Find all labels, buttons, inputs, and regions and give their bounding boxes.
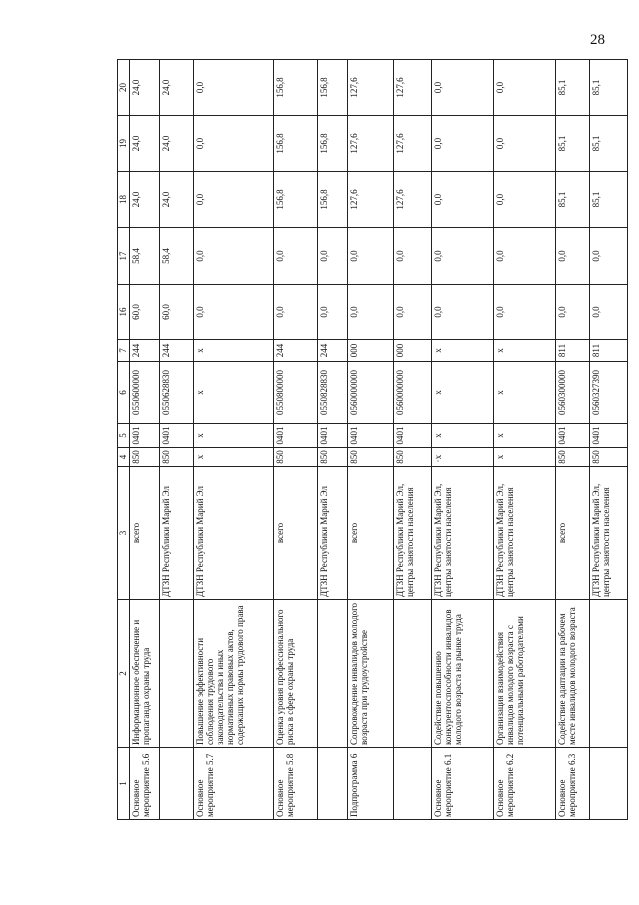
table-cell: 58,4: [130, 228, 160, 285]
table-cell: 0,0: [274, 285, 318, 340]
table-cell: [318, 748, 348, 820]
table-cell: 156,8: [318, 60, 348, 116]
table-cell: Основное мероприятие 6.2: [494, 748, 556, 820]
table-cell: 58,4: [160, 228, 194, 285]
table-cell: x: [194, 340, 274, 362]
table-cell: 0,0: [432, 116, 494, 172]
table-cell: 0,0: [194, 228, 274, 285]
table-header-row: [118, 60, 130, 820]
table-cell: [394, 600, 432, 748]
table-cell: 156,8: [274, 116, 318, 172]
table-cell: 850: [590, 448, 628, 467]
table-row: [432, 60, 494, 820]
column-header: 20: [118, 60, 130, 116]
table-cell: 0,0: [432, 228, 494, 285]
table-cell: 0401: [556, 424, 590, 448]
table-row: [130, 60, 160, 820]
table-row: [394, 60, 432, 820]
table-cell: 0,0: [194, 285, 274, 340]
table-cell: ДТЗН Республики Марий Эл: [160, 467, 194, 600]
table-cell: 850: [318, 448, 348, 467]
table-cell: 0,0: [274, 228, 318, 285]
table-cell: 127,6: [348, 60, 394, 116]
table-cell: 24,0: [130, 60, 160, 116]
table-cell: 0,0: [348, 285, 394, 340]
table-cell: 0560300000: [556, 362, 590, 424]
table-cell: 0,0: [494, 172, 556, 228]
table-cell: 244: [130, 340, 160, 362]
column-header: 6: [118, 362, 130, 424]
table-cell: 156,8: [274, 172, 318, 228]
table-cell: 24,0: [160, 60, 194, 116]
table-cell: всего: [130, 467, 160, 600]
table-cell: Сопровождение инвалидов молодого возраста при трудоустройстве: [348, 600, 394, 748]
table-cell: 0,0: [348, 228, 394, 285]
table-cell: Оценка уровня профессионального риска в сфере охраны труда: [274, 600, 318, 748]
table-cell: 0,0: [318, 285, 348, 340]
rotated-table-wrapper: [117, 60, 612, 820]
table-cell: 0401: [590, 424, 628, 448]
table-cell: 0,0: [432, 60, 494, 116]
table-body: [130, 60, 628, 820]
table-cell: 24,0: [160, 116, 194, 172]
table-cell: 156,8: [318, 172, 348, 228]
table-cell: 0,0: [394, 285, 432, 340]
table-cell: 811: [556, 340, 590, 362]
table-cell: x: [194, 424, 274, 448]
table-cell: [160, 600, 194, 748]
column-header: 7: [118, 340, 130, 362]
table-row: [194, 60, 274, 820]
column-header: 4: [118, 448, 130, 467]
table-cell: 0,0: [556, 228, 590, 285]
table-cell: Организация взаимодействия инвалидов молодого возраста с потенциальными работодателями: [494, 600, 556, 748]
table-cell: 0,0: [494, 116, 556, 172]
column-header: 3: [118, 467, 130, 600]
page-number: 28: [590, 32, 605, 48]
table-cell: 0,0: [494, 285, 556, 340]
table-cell: [590, 748, 628, 820]
table-cell: 244: [274, 340, 318, 362]
table-cell: x: [494, 362, 556, 424]
column-header: 5: [118, 424, 130, 448]
table-cell: x: [432, 340, 494, 362]
table-cell: Содействие повышению конкурентоспособности инвалидов молодого возраста на рынке труда: [432, 600, 494, 748]
table-cell: 85,1: [556, 116, 590, 172]
table-cell: Повышение эффективности соблюдения трудового законодательства и иных нормативных правовых актов, содержащих нормы трудового права: [194, 600, 274, 748]
table-cell: 0,0: [194, 60, 274, 116]
table-cell: 0401: [318, 424, 348, 448]
table-cell: Основное мероприятие 6.3: [556, 748, 590, 820]
table-cell: 0401: [348, 424, 394, 448]
table-cell: x: [494, 424, 556, 448]
table-cell: Основное мероприятие 5.7: [194, 748, 274, 820]
table-cell: 60,0: [130, 285, 160, 340]
table-cell: 127,6: [394, 172, 432, 228]
column-header: 18: [118, 172, 130, 228]
table-row: [494, 60, 556, 820]
table-cell: 0,0: [394, 228, 432, 285]
table-cell: [590, 600, 628, 748]
table-cell: 85,1: [590, 172, 628, 228]
table-cell: 0550828830: [318, 362, 348, 424]
table-cell: 156,8: [274, 60, 318, 116]
table-cell: 0,0: [194, 116, 274, 172]
table-cell: 000: [394, 340, 432, 362]
table-cell: 85,1: [556, 172, 590, 228]
table-cell: Информационное обеспечение и пропаганда охраны труда: [130, 600, 160, 748]
table-cell: x: [494, 448, 556, 467]
table-cell: 24,0: [160, 172, 194, 228]
table-cell: Основное мероприятие 5.8: [274, 748, 318, 820]
table-cell: x: [432, 448, 494, 467]
table-cell: 0401: [130, 424, 160, 448]
table-cell: 850: [348, 448, 394, 467]
table-cell: 85,1: [590, 60, 628, 116]
table-row: [590, 60, 628, 820]
table-cell: 156,8: [318, 116, 348, 172]
table-cell: Основное мероприятие 6.1: [432, 748, 494, 820]
table-cell: 85,1: [590, 116, 628, 172]
column-header: 17: [118, 228, 130, 285]
table-cell: 0550800000: [274, 362, 318, 424]
table-cell: 85,1: [556, 60, 590, 116]
table-cell: x: [194, 448, 274, 467]
column-header: 16: [118, 285, 130, 340]
table-cell: 850: [130, 448, 160, 467]
table-cell: 0,0: [432, 285, 494, 340]
table-cell: 244: [318, 340, 348, 362]
table-cell: 60,0: [160, 285, 194, 340]
table-cell: 0401: [274, 424, 318, 448]
table-cell: 0,0: [432, 172, 494, 228]
table-row: [348, 60, 394, 820]
table-cell: 0,0: [590, 285, 628, 340]
table-row: [318, 60, 348, 820]
table-cell: x: [194, 362, 274, 424]
column-header: 2: [118, 600, 130, 748]
table-cell: Подпрограмма 6: [348, 748, 394, 820]
table-cell: 850: [394, 448, 432, 467]
table-cell: 24,0: [130, 116, 160, 172]
table-cell: x: [432, 424, 494, 448]
table-cell: 127,6: [348, 172, 394, 228]
table-cell: x: [432, 362, 494, 424]
table-cell: 850: [274, 448, 318, 467]
table-cell: 000: [348, 340, 394, 362]
table-cell: ДТЗН Республики Марий Эл, центры занятости населения: [494, 467, 556, 600]
table-cell: 0401: [160, 424, 194, 448]
table-row: [160, 60, 194, 820]
table-cell: 850: [160, 448, 194, 467]
table-cell: 0550628830: [160, 362, 194, 424]
table-cell: [394, 748, 432, 820]
table-cell: 127,6: [394, 116, 432, 172]
table-cell: 0560327390: [590, 362, 628, 424]
table-cell: 127,6: [394, 60, 432, 116]
budget-table: [117, 59, 628, 820]
table-cell: 850: [556, 448, 590, 467]
table-cell: [160, 748, 194, 820]
table-cell: 244: [160, 340, 194, 362]
table-cell: 0,0: [194, 172, 274, 228]
table-cell: 0401: [394, 424, 432, 448]
column-header: 19: [118, 116, 130, 172]
table-cell: 811: [590, 340, 628, 362]
table-cell: ДТЗН Республики Марий Эл, центры занятости населения: [590, 467, 628, 600]
table-cell: 0560000000: [348, 362, 394, 424]
table-cell: x: [494, 340, 556, 362]
table-cell: 0560000000: [394, 362, 432, 424]
table-cell: ДТЗН Республики Марий Эл: [194, 467, 274, 600]
table-cell: [318, 600, 348, 748]
table-cell: 0,0: [590, 228, 628, 285]
table-cell: ДТЗН Республики Марий Эл, центры занятости населения: [394, 467, 432, 600]
table-cell: ДТЗН Республики Марий Эл, центры занятости населения: [432, 467, 494, 600]
table-row: [274, 60, 318, 820]
table-cell: всего: [556, 467, 590, 600]
table-cell: всего: [348, 467, 394, 600]
table-cell: ДТЗН Республики Марий Эл: [318, 467, 348, 600]
column-header: 1: [118, 748, 130, 820]
table-cell: 0550600000: [130, 362, 160, 424]
table-cell: 0,0: [494, 228, 556, 285]
table-cell: 24,0: [130, 172, 160, 228]
table-cell: 0,0: [494, 60, 556, 116]
table-cell: Содействие адаптации на рабочем месте инвалидов молодого возраста: [556, 600, 590, 748]
table-cell: 0,0: [556, 285, 590, 340]
table-cell: 0,0: [318, 228, 348, 285]
table-cell: 127,6: [348, 116, 394, 172]
table-row: [556, 60, 590, 820]
table-cell: Основное мероприятие 5.6: [130, 748, 160, 820]
table-cell: всего: [274, 467, 318, 600]
